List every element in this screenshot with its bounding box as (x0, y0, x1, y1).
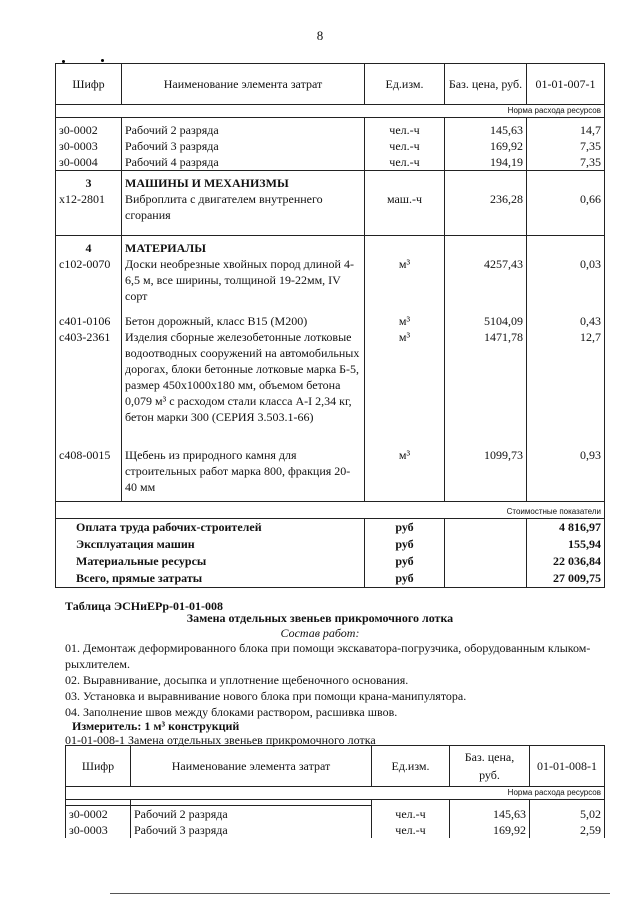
table-header-row (66, 746, 605, 787)
work-step: 01. Демонтаж деформированного блока при помощи экскаватора-погрузчика, оборудованным клыком-рыхлителем. (65, 641, 591, 671)
table-row: с403-2361 Изделия сборные железобетонные лотковые водоотводных сооружений на автомобильных дорогах, блоки бетонные лотковые марка Б-5, размер 450х1000х180 мм, объемом бетона 0,079 м³ с расходом стали класса А-I 2,34 кг, бетон марки 300 (СЕРИЯ 3.503.1-66) м³ 1471,78 12,7 (56, 329, 605, 447)
work-step: 03. Установка и выравнивание нового блока при помощи крана-манипулятора. (65, 689, 467, 703)
section-number: 3 (56, 170, 122, 191)
table-row: х12-2801 Виброплита с двигателем внутреннего сгорания маш.-ч 236,28 0,66 (56, 191, 605, 236)
section-machines (56, 170, 605, 191)
page-number: 8 (316, 28, 324, 43)
summary-row: Всего, прямые затраты руб 27 009,75 (56, 570, 605, 588)
resource-table-1 (55, 63, 605, 588)
header-unit: Ед.изм. (372, 746, 450, 787)
resource-table-2 (65, 745, 605, 838)
table-row: с408-0015 Щебень из природного камня для строительных работ марка 800, фракция 20-40 мм м³ 1099,73 0,93 (56, 447, 605, 502)
header-code: Шифр (66, 746, 131, 787)
work-step: 02. Выравнивание, досыпка и уплотнение щебеночного основания. (65, 673, 409, 687)
table-row: з0-0002 Рабочий 2 разряда чел.-ч 145,63 14,7 (56, 122, 605, 138)
section-materials (56, 235, 605, 256)
scan-speck (101, 59, 104, 62)
section-title: МАТЕРИАЛЫ (122, 235, 365, 256)
section-title: МАШИНЫ И МЕХАНИЗМЫ (122, 170, 365, 191)
table-row: з0-0003 Рабочий 3 разряда чел.-ч 169,92 2,59 (66, 822, 605, 838)
table-row: з0-0004 Рабочий 4 разряда чел.-ч 194,19 7,35 (56, 154, 605, 171)
measure-label: Измеритель: 1 м³ конструкций (72, 719, 240, 733)
header-norm-code: 01-01-008-1 (530, 746, 605, 787)
summary-row: Оплата труда рабочих-строителей руб 4 816,97 (56, 518, 605, 536)
norm-label: Норма расхода ресурсов (56, 105, 605, 118)
header-norm-code: 01-01-007-1 (527, 64, 605, 105)
header-price: Баз. цена, руб. (445, 64, 527, 105)
header-name: Наименование элемента затрат (131, 746, 372, 787)
header-price: Баз. цена, руб. (450, 746, 530, 787)
table-caption: 01-01-008-1 Замена отдельных звеньев прикромочного лотка (65, 733, 376, 747)
composition-title: Состав работ: (280, 626, 360, 640)
table-header-row (56, 64, 605, 105)
table-row: з0-0003 Рабочий 3 разряда чел.-ч 169,92 7,35 (56, 138, 605, 154)
table-row: с102-0070 Доски необрезные хвойных пород длиной 4-6,5 м, все ширины, толщиной 19-22мм, IV сорт м³ 4257,43 0,03 (56, 256, 605, 313)
section-number: 4 (56, 235, 122, 256)
header-code: Шифр (56, 64, 122, 105)
table-row: с401-0106 Бетон дорожный, класс В15 (М200) м³ 5104,09 0,43 (56, 313, 605, 329)
norm-label: Норма расхода ресурсов (66, 787, 605, 800)
table-row: з0-0002 Рабочий 2 разряда чел.-ч 145,63 5,02 (66, 806, 605, 823)
table-title: Таблица ЭСНиЕРр-01-01-008 (65, 599, 224, 613)
summary-row: Эксплуатация машин руб 155,94 (56, 536, 605, 553)
cost-label: Стоимостные показатели (56, 501, 605, 518)
summary-row: Материальные ресурсы руб 22 036,84 (56, 553, 605, 570)
work-step: 04. Заполнение швов между блоками раствором, расшивка швов. (65, 705, 398, 719)
section-subtitle: Замена отдельных звеньев прикромочного лотка (186, 611, 454, 625)
header-name: Наименование элемента затрат (122, 64, 365, 105)
bottom-rule (110, 893, 610, 894)
header-unit: Ед.изм. (365, 64, 445, 105)
